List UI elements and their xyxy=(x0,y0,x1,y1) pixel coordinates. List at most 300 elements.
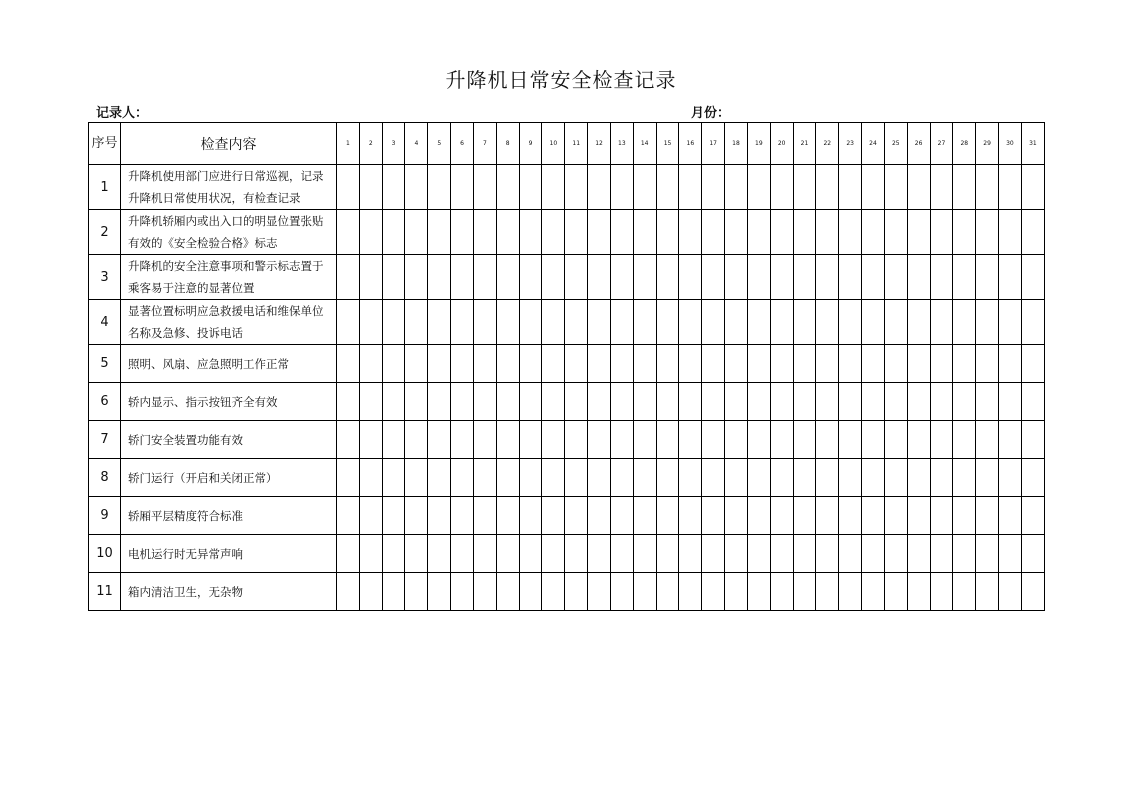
check-cell-day-14[interactable] xyxy=(633,535,656,573)
check-cell-day-9[interactable] xyxy=(519,345,542,383)
check-cell-day-7[interactable] xyxy=(473,383,496,421)
check-cell-day-12[interactable] xyxy=(588,210,611,255)
check-cell-day-12[interactable] xyxy=(588,459,611,497)
check-cell-day-3[interactable] xyxy=(382,535,405,573)
check-cell-day-28[interactable] xyxy=(953,255,976,300)
check-cell-day-29[interactable] xyxy=(976,497,999,535)
check-cell-day-24[interactable] xyxy=(862,255,885,300)
check-cell-day-17[interactable] xyxy=(702,255,725,300)
check-cell-day-3[interactable] xyxy=(382,459,405,497)
check-cell-day-3[interactable] xyxy=(382,300,405,345)
check-cell-day-26[interactable] xyxy=(907,383,930,421)
check-cell-day-27[interactable] xyxy=(930,573,953,611)
check-cell-day-27[interactable] xyxy=(930,383,953,421)
check-cell-day-5[interactable] xyxy=(428,165,451,210)
check-cell-day-6[interactable] xyxy=(451,497,474,535)
check-cell-day-14[interactable] xyxy=(633,459,656,497)
check-cell-day-10[interactable] xyxy=(542,300,565,345)
check-cell-day-19[interactable] xyxy=(747,255,770,300)
check-cell-day-7[interactable] xyxy=(473,573,496,611)
check-cell-day-18[interactable] xyxy=(725,573,748,611)
check-cell-day-23[interactable] xyxy=(839,535,862,573)
check-cell-day-22[interactable] xyxy=(816,165,839,210)
check-cell-day-16[interactable] xyxy=(679,421,702,459)
check-cell-day-28[interactable] xyxy=(953,210,976,255)
check-cell-day-16[interactable] xyxy=(679,535,702,573)
check-cell-day-21[interactable] xyxy=(793,345,816,383)
check-cell-day-14[interactable] xyxy=(633,345,656,383)
check-cell-day-30[interactable] xyxy=(999,497,1022,535)
check-cell-day-5[interactable] xyxy=(428,345,451,383)
check-cell-day-29[interactable] xyxy=(976,459,999,497)
check-cell-day-21[interactable] xyxy=(793,573,816,611)
check-cell-day-29[interactable] xyxy=(976,165,999,210)
check-cell-day-29[interactable] xyxy=(976,210,999,255)
check-cell-day-20[interactable] xyxy=(770,300,793,345)
check-cell-day-2[interactable] xyxy=(359,535,382,573)
check-cell-day-22[interactable] xyxy=(816,345,839,383)
check-cell-day-30[interactable] xyxy=(999,255,1022,300)
check-cell-day-23[interactable] xyxy=(839,383,862,421)
check-cell-day-24[interactable] xyxy=(862,535,885,573)
check-cell-day-28[interactable] xyxy=(953,459,976,497)
check-cell-day-7[interactable] xyxy=(473,165,496,210)
check-cell-day-17[interactable] xyxy=(702,300,725,345)
check-cell-day-19[interactable] xyxy=(747,535,770,573)
check-cell-day-26[interactable] xyxy=(907,300,930,345)
check-cell-day-17[interactable] xyxy=(702,421,725,459)
check-cell-day-8[interactable] xyxy=(496,383,519,421)
check-cell-day-21[interactable] xyxy=(793,383,816,421)
check-cell-day-27[interactable] xyxy=(930,459,953,497)
check-cell-day-2[interactable] xyxy=(359,573,382,611)
check-cell-day-25[interactable] xyxy=(884,165,907,210)
check-cell-day-9[interactable] xyxy=(519,210,542,255)
check-cell-day-22[interactable] xyxy=(816,535,839,573)
check-cell-day-16[interactable] xyxy=(679,573,702,611)
check-cell-day-20[interactable] xyxy=(770,210,793,255)
check-cell-day-28[interactable] xyxy=(953,535,976,573)
check-cell-day-20[interactable] xyxy=(770,497,793,535)
check-cell-day-22[interactable] xyxy=(816,210,839,255)
check-cell-day-23[interactable] xyxy=(839,255,862,300)
check-cell-day-9[interactable] xyxy=(519,300,542,345)
check-cell-day-18[interactable] xyxy=(725,210,748,255)
check-cell-day-18[interactable] xyxy=(725,300,748,345)
check-cell-day-3[interactable] xyxy=(382,345,405,383)
check-cell-day-1[interactable] xyxy=(337,573,360,611)
check-cell-day-18[interactable] xyxy=(725,421,748,459)
check-cell-day-13[interactable] xyxy=(610,165,633,210)
check-cell-day-12[interactable] xyxy=(588,255,611,300)
check-cell-day-9[interactable] xyxy=(519,255,542,300)
check-cell-day-15[interactable] xyxy=(656,345,679,383)
check-cell-day-25[interactable] xyxy=(884,300,907,345)
check-cell-day-11[interactable] xyxy=(565,421,588,459)
check-cell-day-1[interactable] xyxy=(337,535,360,573)
check-cell-day-22[interactable] xyxy=(816,573,839,611)
check-cell-day-23[interactable] xyxy=(839,459,862,497)
check-cell-day-7[interactable] xyxy=(473,210,496,255)
check-cell-day-18[interactable] xyxy=(725,383,748,421)
check-cell-day-16[interactable] xyxy=(679,165,702,210)
check-cell-day-25[interactable] xyxy=(884,383,907,421)
check-cell-day-8[interactable] xyxy=(496,421,519,459)
check-cell-day-8[interactable] xyxy=(496,459,519,497)
check-cell-day-6[interactable] xyxy=(451,383,474,421)
check-cell-day-4[interactable] xyxy=(405,300,428,345)
check-cell-day-19[interactable] xyxy=(747,421,770,459)
check-cell-day-29[interactable] xyxy=(976,573,999,611)
check-cell-day-21[interactable] xyxy=(793,255,816,300)
check-cell-day-14[interactable] xyxy=(633,383,656,421)
check-cell-day-25[interactable] xyxy=(884,459,907,497)
check-cell-day-6[interactable] xyxy=(451,345,474,383)
check-cell-day-25[interactable] xyxy=(884,421,907,459)
check-cell-day-15[interactable] xyxy=(656,300,679,345)
check-cell-day-26[interactable] xyxy=(907,535,930,573)
check-cell-day-11[interactable] xyxy=(565,165,588,210)
check-cell-day-31[interactable] xyxy=(1021,459,1044,497)
check-cell-day-24[interactable] xyxy=(862,459,885,497)
check-cell-day-13[interactable] xyxy=(610,210,633,255)
check-cell-day-28[interactable] xyxy=(953,497,976,535)
check-cell-day-12[interactable] xyxy=(588,421,611,459)
check-cell-day-25[interactable] xyxy=(884,535,907,573)
check-cell-day-29[interactable] xyxy=(976,255,999,300)
check-cell-day-23[interactable] xyxy=(839,300,862,345)
check-cell-day-31[interactable] xyxy=(1021,535,1044,573)
check-cell-day-15[interactable] xyxy=(656,383,679,421)
check-cell-day-30[interactable] xyxy=(999,383,1022,421)
check-cell-day-19[interactable] xyxy=(747,210,770,255)
check-cell-day-8[interactable] xyxy=(496,497,519,535)
check-cell-day-5[interactable] xyxy=(428,535,451,573)
check-cell-day-15[interactable] xyxy=(656,210,679,255)
check-cell-day-4[interactable] xyxy=(405,535,428,573)
check-cell-day-7[interactable] xyxy=(473,300,496,345)
check-cell-day-29[interactable] xyxy=(976,535,999,573)
check-cell-day-20[interactable] xyxy=(770,535,793,573)
check-cell-day-4[interactable] xyxy=(405,459,428,497)
check-cell-day-13[interactable] xyxy=(610,497,633,535)
check-cell-day-30[interactable] xyxy=(999,459,1022,497)
check-cell-day-7[interactable] xyxy=(473,421,496,459)
check-cell-day-1[interactable] xyxy=(337,421,360,459)
check-cell-day-12[interactable] xyxy=(588,345,611,383)
check-cell-day-3[interactable] xyxy=(382,421,405,459)
check-cell-day-10[interactable] xyxy=(542,497,565,535)
check-cell-day-26[interactable] xyxy=(907,421,930,459)
check-cell-day-30[interactable] xyxy=(999,535,1022,573)
check-cell-day-26[interactable] xyxy=(907,210,930,255)
check-cell-day-6[interactable] xyxy=(451,573,474,611)
check-cell-day-20[interactable] xyxy=(770,255,793,300)
check-cell-day-30[interactable] xyxy=(999,421,1022,459)
check-cell-day-22[interactable] xyxy=(816,300,839,345)
check-cell-day-12[interactable] xyxy=(588,573,611,611)
check-cell-day-28[interactable] xyxy=(953,383,976,421)
check-cell-day-29[interactable] xyxy=(976,300,999,345)
check-cell-day-20[interactable] xyxy=(770,421,793,459)
check-cell-day-24[interactable] xyxy=(862,165,885,210)
check-cell-day-28[interactable] xyxy=(953,165,976,210)
check-cell-day-18[interactable] xyxy=(725,255,748,300)
check-cell-day-26[interactable] xyxy=(907,165,930,210)
check-cell-day-12[interactable] xyxy=(588,535,611,573)
check-cell-day-29[interactable] xyxy=(976,383,999,421)
check-cell-day-19[interactable] xyxy=(747,165,770,210)
check-cell-day-25[interactable] xyxy=(884,345,907,383)
check-cell-day-10[interactable] xyxy=(542,459,565,497)
check-cell-day-9[interactable] xyxy=(519,573,542,611)
check-cell-day-2[interactable] xyxy=(359,421,382,459)
check-cell-day-23[interactable] xyxy=(839,165,862,210)
check-cell-day-15[interactable] xyxy=(656,535,679,573)
check-cell-day-13[interactable] xyxy=(610,300,633,345)
check-cell-day-31[interactable] xyxy=(1021,210,1044,255)
check-cell-day-27[interactable] xyxy=(930,497,953,535)
check-cell-day-31[interactable] xyxy=(1021,383,1044,421)
check-cell-day-10[interactable] xyxy=(542,383,565,421)
check-cell-day-15[interactable] xyxy=(656,165,679,210)
check-cell-day-19[interactable] xyxy=(747,497,770,535)
check-cell-day-2[interactable] xyxy=(359,210,382,255)
check-cell-day-28[interactable] xyxy=(953,421,976,459)
check-cell-day-19[interactable] xyxy=(747,573,770,611)
check-cell-day-4[interactable] xyxy=(405,255,428,300)
check-cell-day-27[interactable] xyxy=(930,535,953,573)
check-cell-day-14[interactable] xyxy=(633,210,656,255)
check-cell-day-26[interactable] xyxy=(907,345,930,383)
check-cell-day-25[interactable] xyxy=(884,255,907,300)
check-cell-day-4[interactable] xyxy=(405,497,428,535)
check-cell-day-20[interactable] xyxy=(770,345,793,383)
check-cell-day-2[interactable] xyxy=(359,459,382,497)
check-cell-day-9[interactable] xyxy=(519,421,542,459)
check-cell-day-6[interactable] xyxy=(451,421,474,459)
check-cell-day-29[interactable] xyxy=(976,421,999,459)
check-cell-day-10[interactable] xyxy=(542,345,565,383)
check-cell-day-6[interactable] xyxy=(451,165,474,210)
check-cell-day-15[interactable] xyxy=(656,497,679,535)
check-cell-day-31[interactable] xyxy=(1021,497,1044,535)
check-cell-day-11[interactable] xyxy=(565,345,588,383)
check-cell-day-14[interactable] xyxy=(633,421,656,459)
check-cell-day-24[interactable] xyxy=(862,300,885,345)
check-cell-day-1[interactable] xyxy=(337,165,360,210)
check-cell-day-2[interactable] xyxy=(359,345,382,383)
check-cell-day-17[interactable] xyxy=(702,210,725,255)
check-cell-day-8[interactable] xyxy=(496,165,519,210)
check-cell-day-8[interactable] xyxy=(496,255,519,300)
check-cell-day-6[interactable] xyxy=(451,210,474,255)
check-cell-day-22[interactable] xyxy=(816,255,839,300)
check-cell-day-2[interactable] xyxy=(359,165,382,210)
check-cell-day-28[interactable] xyxy=(953,300,976,345)
check-cell-day-7[interactable] xyxy=(473,497,496,535)
check-cell-day-31[interactable] xyxy=(1021,165,1044,210)
check-cell-day-29[interactable] xyxy=(976,345,999,383)
check-cell-day-15[interactable] xyxy=(656,255,679,300)
check-cell-day-19[interactable] xyxy=(747,383,770,421)
check-cell-day-21[interactable] xyxy=(793,421,816,459)
check-cell-day-23[interactable] xyxy=(839,210,862,255)
check-cell-day-14[interactable] xyxy=(633,165,656,210)
check-cell-day-4[interactable] xyxy=(405,421,428,459)
check-cell-day-20[interactable] xyxy=(770,165,793,210)
check-cell-day-11[interactable] xyxy=(565,535,588,573)
check-cell-day-24[interactable] xyxy=(862,210,885,255)
check-cell-day-27[interactable] xyxy=(930,165,953,210)
check-cell-day-22[interactable] xyxy=(816,383,839,421)
check-cell-day-24[interactable] xyxy=(862,421,885,459)
check-cell-day-7[interactable] xyxy=(473,255,496,300)
check-cell-day-25[interactable] xyxy=(884,210,907,255)
check-cell-day-5[interactable] xyxy=(428,573,451,611)
check-cell-day-8[interactable] xyxy=(496,535,519,573)
check-cell-day-18[interactable] xyxy=(725,497,748,535)
check-cell-day-24[interactable] xyxy=(862,345,885,383)
check-cell-day-30[interactable] xyxy=(999,165,1022,210)
check-cell-day-5[interactable] xyxy=(428,300,451,345)
check-cell-day-21[interactable] xyxy=(793,165,816,210)
check-cell-day-4[interactable] xyxy=(405,383,428,421)
check-cell-day-5[interactable] xyxy=(428,497,451,535)
check-cell-day-13[interactable] xyxy=(610,255,633,300)
check-cell-day-4[interactable] xyxy=(405,165,428,210)
check-cell-day-30[interactable] xyxy=(999,345,1022,383)
check-cell-day-31[interactable] xyxy=(1021,255,1044,300)
check-cell-day-31[interactable] xyxy=(1021,300,1044,345)
check-cell-day-13[interactable] xyxy=(610,459,633,497)
check-cell-day-24[interactable] xyxy=(862,383,885,421)
check-cell-day-25[interactable] xyxy=(884,573,907,611)
check-cell-day-14[interactable] xyxy=(633,497,656,535)
check-cell-day-16[interactable] xyxy=(679,497,702,535)
check-cell-day-31[interactable] xyxy=(1021,573,1044,611)
check-cell-day-5[interactable] xyxy=(428,383,451,421)
check-cell-day-18[interactable] xyxy=(725,345,748,383)
check-cell-day-23[interactable] xyxy=(839,421,862,459)
check-cell-day-10[interactable] xyxy=(542,255,565,300)
check-cell-day-6[interactable] xyxy=(451,535,474,573)
check-cell-day-30[interactable] xyxy=(999,300,1022,345)
check-cell-day-12[interactable] xyxy=(588,165,611,210)
check-cell-day-21[interactable] xyxy=(793,535,816,573)
check-cell-day-15[interactable] xyxy=(656,421,679,459)
check-cell-day-7[interactable] xyxy=(473,345,496,383)
check-cell-day-1[interactable] xyxy=(337,459,360,497)
check-cell-day-14[interactable] xyxy=(633,573,656,611)
check-cell-day-17[interactable] xyxy=(702,383,725,421)
check-cell-day-19[interactable] xyxy=(747,459,770,497)
check-cell-day-11[interactable] xyxy=(565,383,588,421)
check-cell-day-20[interactable] xyxy=(770,459,793,497)
check-cell-day-3[interactable] xyxy=(382,210,405,255)
check-cell-day-19[interactable] xyxy=(747,345,770,383)
check-cell-day-11[interactable] xyxy=(565,255,588,300)
check-cell-day-11[interactable] xyxy=(565,300,588,345)
check-cell-day-23[interactable] xyxy=(839,497,862,535)
check-cell-day-18[interactable] xyxy=(725,459,748,497)
check-cell-day-6[interactable] xyxy=(451,459,474,497)
check-cell-day-17[interactable] xyxy=(702,535,725,573)
check-cell-day-30[interactable] xyxy=(999,210,1022,255)
check-cell-day-17[interactable] xyxy=(702,459,725,497)
check-cell-day-15[interactable] xyxy=(656,573,679,611)
check-cell-day-26[interactable] xyxy=(907,459,930,497)
check-cell-day-12[interactable] xyxy=(588,383,611,421)
check-cell-day-10[interactable] xyxy=(542,421,565,459)
check-cell-day-16[interactable] xyxy=(679,300,702,345)
check-cell-day-13[interactable] xyxy=(610,421,633,459)
check-cell-day-10[interactable] xyxy=(542,165,565,210)
check-cell-day-1[interactable] xyxy=(337,497,360,535)
check-cell-day-3[interactable] xyxy=(382,165,405,210)
check-cell-day-18[interactable] xyxy=(725,165,748,210)
check-cell-day-21[interactable] xyxy=(793,497,816,535)
check-cell-day-10[interactable] xyxy=(542,535,565,573)
check-cell-day-16[interactable] xyxy=(679,255,702,300)
check-cell-day-17[interactable] xyxy=(702,165,725,210)
check-cell-day-31[interactable] xyxy=(1021,345,1044,383)
check-cell-day-13[interactable] xyxy=(610,535,633,573)
check-cell-day-8[interactable] xyxy=(496,300,519,345)
check-cell-day-21[interactable] xyxy=(793,459,816,497)
check-cell-day-1[interactable] xyxy=(337,255,360,300)
check-cell-day-22[interactable] xyxy=(816,459,839,497)
check-cell-day-1[interactable] xyxy=(337,210,360,255)
check-cell-day-13[interactable] xyxy=(610,345,633,383)
check-cell-day-16[interactable] xyxy=(679,459,702,497)
check-cell-day-21[interactable] xyxy=(793,210,816,255)
check-cell-day-9[interactable] xyxy=(519,535,542,573)
check-cell-day-11[interactable] xyxy=(565,573,588,611)
check-cell-day-16[interactable] xyxy=(679,383,702,421)
check-cell-day-14[interactable] xyxy=(633,255,656,300)
check-cell-day-27[interactable] xyxy=(930,345,953,383)
check-cell-day-13[interactable] xyxy=(610,383,633,421)
check-cell-day-1[interactable] xyxy=(337,300,360,345)
check-cell-day-8[interactable] xyxy=(496,210,519,255)
check-cell-day-17[interactable] xyxy=(702,345,725,383)
check-cell-day-22[interactable] xyxy=(816,497,839,535)
check-cell-day-20[interactable] xyxy=(770,573,793,611)
check-cell-day-16[interactable] xyxy=(679,345,702,383)
check-cell-day-23[interactable] xyxy=(839,345,862,383)
check-cell-day-2[interactable] xyxy=(359,383,382,421)
check-cell-day-15[interactable] xyxy=(656,459,679,497)
check-cell-day-3[interactable] xyxy=(382,383,405,421)
check-cell-day-30[interactable] xyxy=(999,573,1022,611)
check-cell-day-1[interactable] xyxy=(337,345,360,383)
check-cell-day-28[interactable] xyxy=(953,573,976,611)
check-cell-day-28[interactable] xyxy=(953,345,976,383)
check-cell-day-3[interactable] xyxy=(382,497,405,535)
check-cell-day-24[interactable] xyxy=(862,497,885,535)
check-cell-day-9[interactable] xyxy=(519,383,542,421)
check-cell-day-3[interactable] xyxy=(382,573,405,611)
check-cell-day-12[interactable] xyxy=(588,497,611,535)
check-cell-day-14[interactable] xyxy=(633,300,656,345)
check-cell-day-2[interactable] xyxy=(359,300,382,345)
check-cell-day-24[interactable] xyxy=(862,573,885,611)
check-cell-day-11[interactable] xyxy=(565,459,588,497)
check-cell-day-5[interactable] xyxy=(428,255,451,300)
check-cell-day-6[interactable] xyxy=(451,300,474,345)
check-cell-day-6[interactable] xyxy=(451,255,474,300)
